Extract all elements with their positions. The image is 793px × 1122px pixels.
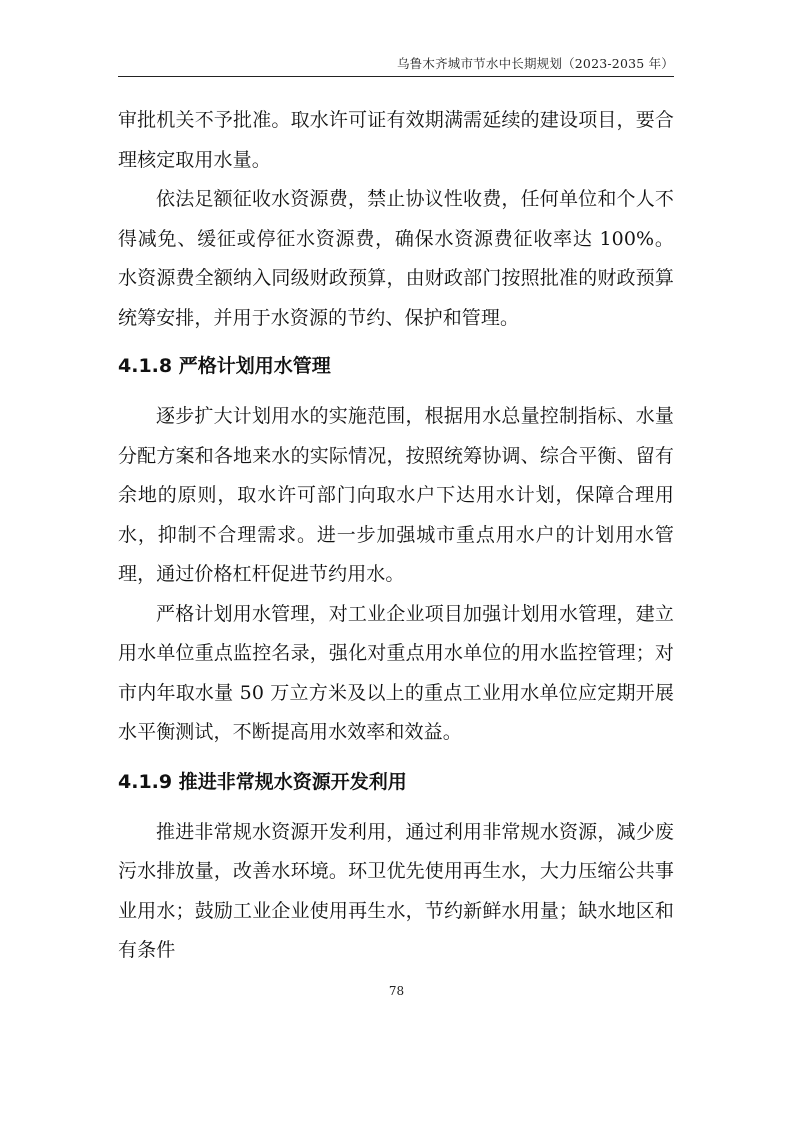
- section-heading-4-1-8: 4.1.8 严格计划用水管理: [118, 355, 331, 377]
- paragraph-continued: 审批机关不予批准。取水许可证有效期满需延续的建设项目，要合理核定取用水量。: [118, 109, 674, 171]
- header-rule: [118, 76, 674, 77]
- page-content: [118, 101, 674, 971]
- page-number: 78: [388, 984, 405, 998]
- section-heading-4-1-9: 4.1.9 推进非常规水资源开发利用: [118, 770, 407, 793]
- paragraph-unconventional-water-1: 推进非常规水资源开发利用，通过利用非常规水资源，减少废污水排放量，改善水环境。环卫优先使用再生水，大力压缩公共事业用水；鼓励工业企业使用再生水，节约新鲜水用量；缺水地区和有条件: [118, 820, 674, 961]
- paragraph-planned-water-use-2: 严格计划用水管理，对工业企业项目加强计划用水管理，建立用水单位重点监控名录，强化对重点用水单位的用水监控管理；对市内年取水量 50 万立方米及以上的重点工业用水单位应定期开展水平衡测试，不断提高用水效率和效益。: [118, 602, 674, 743]
- running-header: 乌鲁木齐城市节水中长期规划（2023-2035 年）: [396, 56, 674, 71]
- paragraph-planned-water-use-1: 逐步扩大计划用水的实施范围，根据用水总量控制指标、水量分配方案和各地来水的实际情况，按照统筹协调、综合平衡、留有余地的原则，取水许可部门向取水户下达用水计划，保障合理用水，抑制不合理需求。进一步加强城市重点用水户的计划用水管理，通过价格杠杆促进节约用水。: [118, 405, 674, 585]
- paragraph-water-resource-fee: 依法足额征收水资源费，禁止协议性收费，任何单位和个人不得减免、缓征或停征水资源费，确保水资源费征收率达 100%。水资源费全额纳入同级财政预算，由财政部门按照批准的财政预算统筹安排，并用于水资源的节约、保护和管理。: [118, 188, 674, 329]
